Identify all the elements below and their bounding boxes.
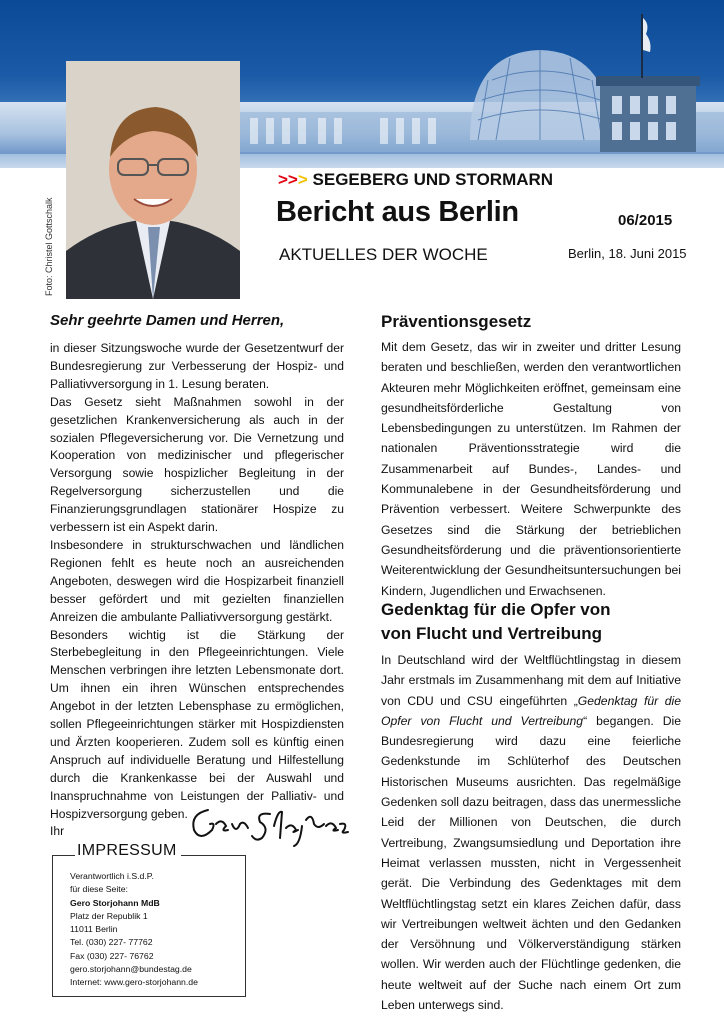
article-text <box>381 650 681 1015</box>
page-title: Bericht aus Berlin <box>276 196 519 228</box>
impressum-details <box>70 870 198 990</box>
impressum-title: IMPRESSUM <box>75 842 181 860</box>
article-text: Mit dem Gesetz, das wir in zweiter und dritter Lesung beraten und beschließen, werden den verantwortlichen Akteuren mehr Möglichkeiten eröffnet, gemeinsam eine gesundheitsförderliche Gestaltung von Lebensbedingungen zu unterstützen. Im Rahmen der nationalen Präventionsstrategie wird die Zusammenarbeit auf Bundes-, Landes- und Kommunalebene in der Gesundheitsförderung und Prävention verbessert. Weitere Schwerpunkte des Gesetzes sind die Stärkung der betrieblichen Gesundheitsförderung und die präventionsorientierte Weiterentwicklung der Gesundheitsuntersuchungen bei Kindern, Jugendlichen und Erwachsenen. <box>381 340 681 598</box>
article-body-gedenktag <box>381 650 681 1015</box>
impressum-name: Gero Storjohann MdB <box>70 897 160 908</box>
article-text-part: “ begangen. Die Bundesregierung wird dazu eine feierliche Gedenkstunde im Schlüterhof des Deutschen Historischen Museums ausrichten. Das regelmäßige Gedenken soll dazu beitragen, dass das unermessliche Leid der Millionen von Deutschen, die durch Vertreibung, Zwangsumsiedlung und Deportation ihre Heimat verlassen mussten, nicht in Vergessenheit gerät. Die Verbindung des Gedenktages mit dem Weltflüchtlingstag setzt ein klares Zeichen dafür, dass wir Vertreibungen weltweit ächten und den Gedanken der Versöhnung und Völkerverständigung stärken wollen. Wir werden auch der Flüchtlinge gedenken, die heute weltweit auf der Suche nach einem Ort zum Leben unterwegs sind. <box>381 713 681 1013</box>
region-name: SEGEBERG UND STORMARN <box>312 170 554 189</box>
article-text-part: In Deutschland wird der Weltflüchtlingstag in diesem Jahr erstmals im Zusammenhang mit dem auf Initiative von CDU und CSU eingeführten „ <box>381 653 681 708</box>
impressum-line: Tel. (030) 227- 77762 <box>70 937 153 948</box>
impressum-line: Platz der Republik 1 <box>70 910 148 921</box>
article-heading-line: von Flucht und Vertreibung <box>381 624 602 643</box>
impressum-line: Verantwortlich i.S.d.P. <box>70 871 154 881</box>
letter-body <box>50 340 344 841</box>
article-body-praevention <box>381 337 681 601</box>
impressum-website: Internet: www.gero-storjohann.de <box>70 977 198 988</box>
photo-credit: Foto: Christel Gottschalk <box>44 197 54 296</box>
salutation: Sehr geehrte Damen und Herren, <box>50 312 285 329</box>
issue-date: Berlin, 18. Juni 2015 <box>568 246 687 261</box>
letter-paragraph: Insbesondere in strukturschwachen und ländlichen Regionen fehlt es heute noch an ausreichenden Angeboten, deswegen wird die Hospizarbeit finanziell besser gefördert und mit gezielten finanziellen Anreizen die ambulante Palliativversorgung gestärkt. <box>50 537 344 624</box>
article-heading-line: Gedenktag für die Opfer von <box>381 600 611 619</box>
letter-paragraph: in dieser Sitzungswoche wurde der Gesetzentwurf der Bundesregierung zur Verbesserung der Hospiz- und Palliativversorgung in 1. Lesung beraten. <box>50 341 344 391</box>
portrait-photo <box>66 61 240 299</box>
impressum-line: für diese Seite: <box>70 884 128 895</box>
page-subtitle: AKTUELLES DER WOCHE <box>279 245 488 264</box>
impressum-line: Fax (030) 227- 76762 <box>70 950 154 961</box>
portrait-image <box>66 61 240 299</box>
letter-paragraph: Besonders wichtig ist die Stärkung der Sterbebegleitung in den Pflegeeinrichtungen. Viele Menschen verbringen ihre letzten Lebensmonate dort. Um ihnen ein ihren Wünschen entsprechendes Angebot in der letzten Lebensphase zu ermöglichen, sollen Pflegeeinrichtungen stärker mit Hospizdiensten und Ärzten kooperieren. Zudem soll es künftig einen Anspruch auf individuelle Beratung und Hilfestellung durch die Krankenkasse bei der Auswahl und Inanspruchnahme von Leistungen der Palliativ- und Hospizversorgung geben. <box>50 627 344 821</box>
article-heading-gedenktag <box>381 598 611 646</box>
issue-number: 06/2015 <box>618 212 673 229</box>
signature-image <box>186 800 351 850</box>
impressum-line: 11011 Berlin <box>70 924 118 935</box>
letter-closing: Ihr <box>50 824 65 839</box>
region-heading <box>278 170 553 190</box>
impressum-email: gero.storjohann@bundestag.de <box>70 964 192 975</box>
article-heading-praevention: Präventionsgesetz <box>381 312 532 331</box>
article-text-italic: Gedenktag für die Opfer von Flucht und Vertreibung <box>381 693 682 728</box>
letter-paragraph: Das Gesetz sieht Maßnahmen sowohl in der gesetzlichen Krankenversicherung als auch in der sozialen Pflegeversicherung vor. Die Vernetzung und Kooperation von medizinischer und pflegerischer Versorgung sowie hospizlicher Begleitung in der Regelversorgung sicherzustellen und die Finanzierungsgrundlagen stationärer Hospize zu verbessern ist ein Aspekt darin. <box>50 394 344 535</box>
arrows-icon: >>> <box>278 170 308 189</box>
